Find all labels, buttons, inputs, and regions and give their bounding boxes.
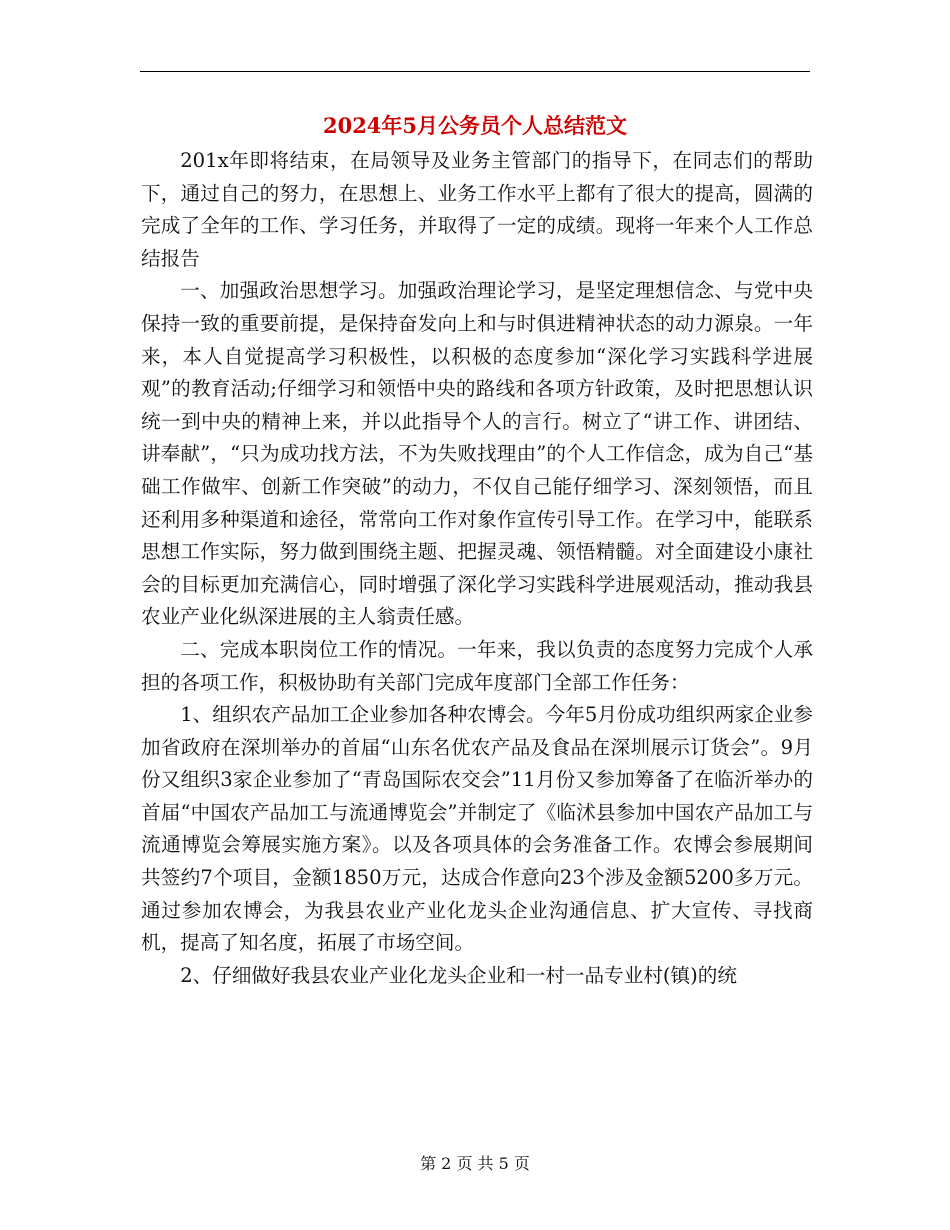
paragraph-item-2: 2、仔细做好我县农业产业化龙头企业和一村一品专业村(镇)的统 bbox=[180, 963, 737, 987]
paragraph-section-1: 一、加强政治思想学习。加强政治理论学习，是坚定理想信念、与党中央保持一致的重要前提，是保持奋发向上和与时俱进精神状态的动力源泉。一年来，本人自觉提高学习积极性，以积极的态度参加“深化学习实践科学进展观”的教育活动;仔细学习和领悟中央的路线和各项方针政策，及时把思想认识统一到中央的精神上来，并以此指导个人的言行。树立了“讲工作、讲团结、讲奉献”，“只为成功找方法，不为失败找理由”的个人工作信念，成为自己“基础工作做牢、创新工作突破”的动力，不仅自己能仔细学习、深刻领悟，而且还利用多种渠道和途径，常常向工作对象作宣传引导工作。在学习中，能联系思想工作实际，努力做到围绕主题、把握灵魂、领悟精髓。对全面建设小康社会的目标更加充满信心，同时增强了深化学习实践科学进展观活动，推动我县农业产业化纵深进展的主人翁责任感。 bbox=[141, 279, 813, 629]
paragraph-intro: 201x年即将结束，在局领导及业务主管部门的指导下，在同志们的帮助下，通过自己的努力，在思想上、业务工作水平上都有了很大的提高，圆满的完成了全年的工作、学习任务，并取得了一定的成绩。现将一年来个人工作总结报告 bbox=[141, 149, 813, 270]
header-rule bbox=[140, 71, 810, 72]
paragraph-section-2: 二、完成本职岗位工作的情况。一年来，我以负责的态度努力完成个人承担的各项工作，积极协助有关部门完成年度部门全部工作任务： bbox=[141, 637, 813, 694]
page-number-footer: 第 2 页 共 5 页 bbox=[420, 1154, 530, 1173]
document-body bbox=[141, 145, 813, 992]
paragraph-item-1: 1、组织农产品加工企业参加各种农博会。今年5月份成功组织两家企业参加省政府在深圳举办的首届“山东名优农产品及食品在深圳展示订货会”。9月份又组织3家企业参加了“青岛国际农交会”11月份又参加筹备了在临沂举办的首届“中国农产品加工与流通博览会”并制定了《临沭县参加中国农产品加工与流通博览会筹展实施方案》。以及各项具体的会务准备工作。农博会参展期间共签约7个项目，金额1850万元，达成合作意向23个涉及金额5200多万元。通过参加农博会，为我县农业产业化龙头企业沟通信息、扩大宣传、寻找商机，提高了知名度，拓展了市场空间。 bbox=[141, 703, 813, 955]
document-title: 2024年5月公务员个人总结范文 bbox=[322, 113, 628, 138]
